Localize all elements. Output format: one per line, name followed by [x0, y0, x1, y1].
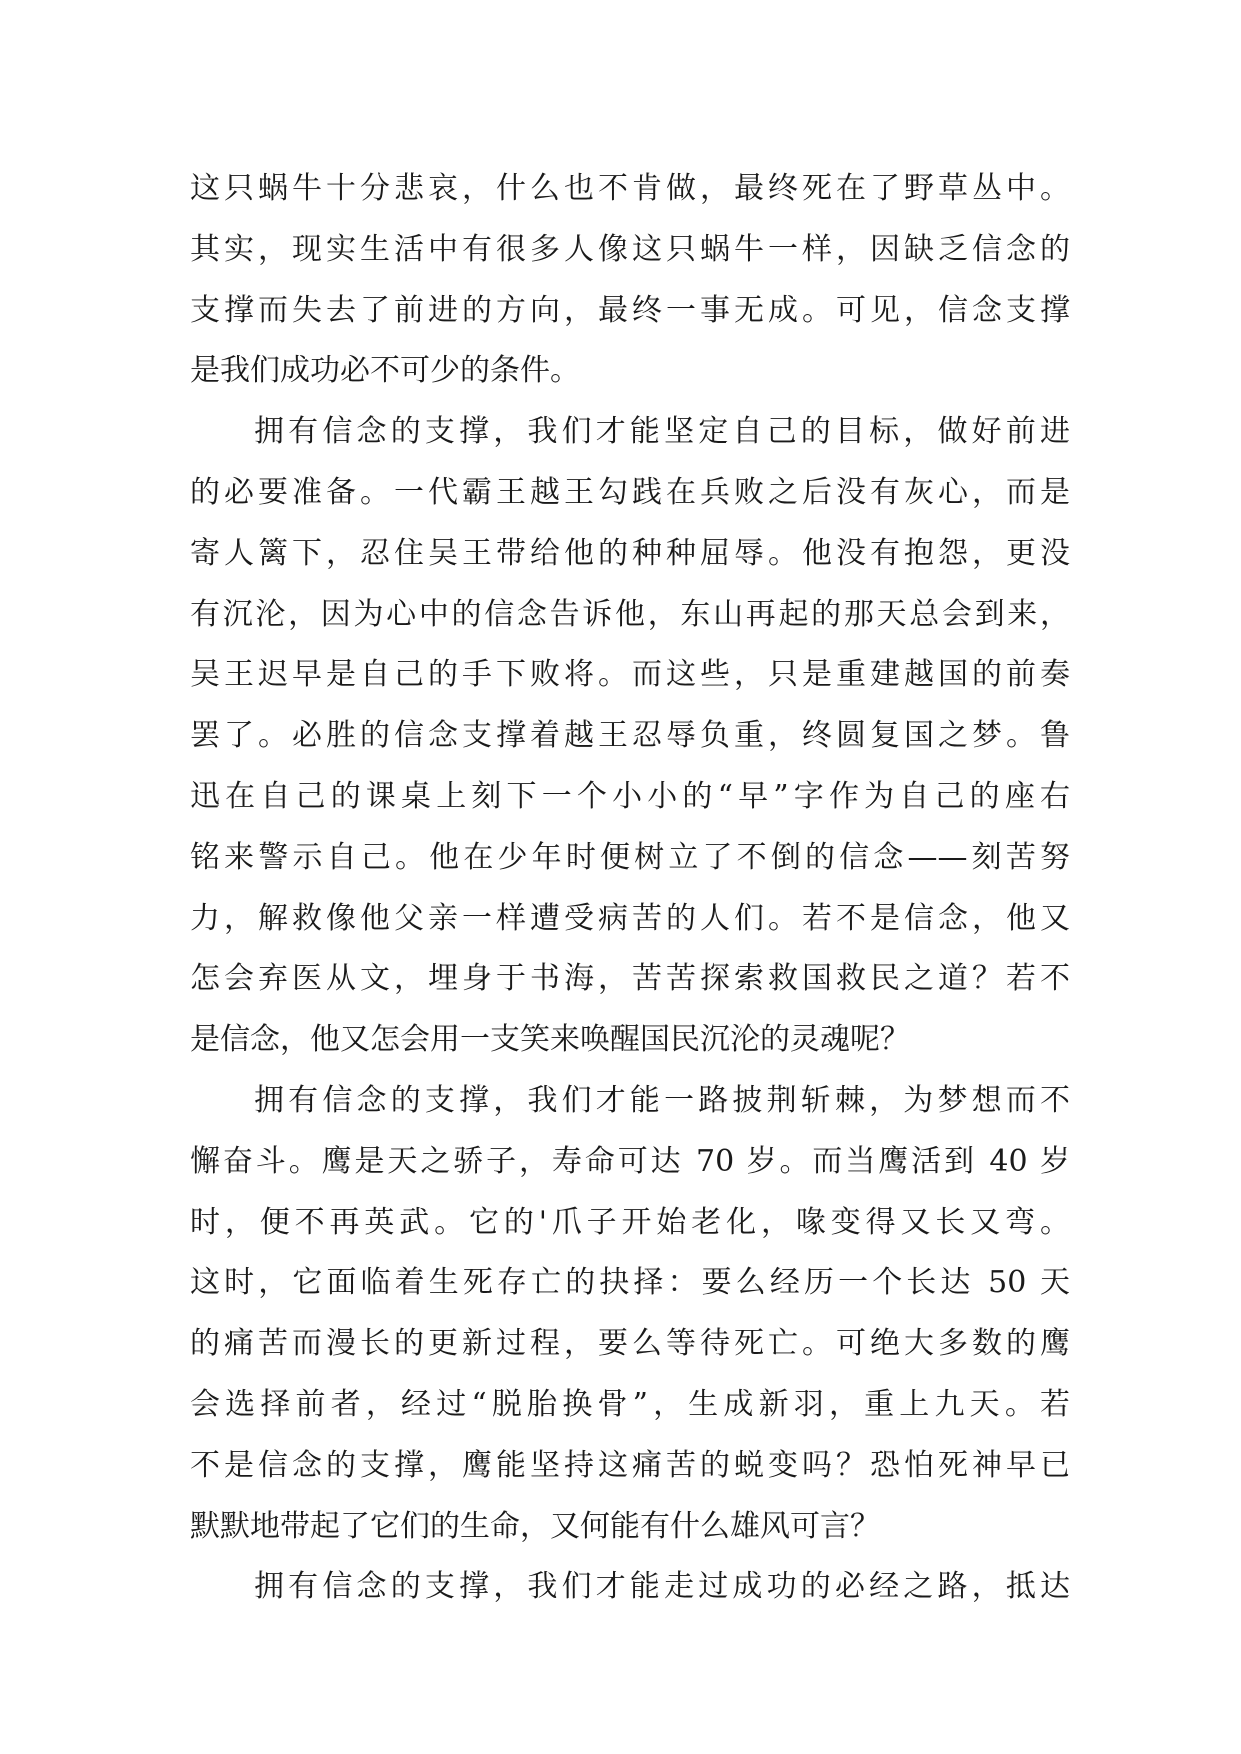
- text-line: 是我们成功必不可少的条件。: [190, 353, 580, 389]
- text-line: 吴王迟早是自己的手下败将。而这些，只是重建越国的前奏: [190, 657, 1070, 693]
- text-line: 不是信念的支撑，鹰能坚持这痛苦的蜕变吗？恐怕死神早已: [190, 1447, 1070, 1483]
- text-line: 的痛苦而漫长的更新过程，要么等待死亡。可绝大多数的鹰: [190, 1326, 1070, 1362]
- text-line: 铭来警示自己。他在少年时便树立了不倒的信念——刻苦努: [190, 839, 1070, 875]
- text-line: 是信念，他又怎会用一支笑来唤醒国民沉沦的灵魂呢？: [190, 1022, 910, 1058]
- paragraph-first-line: 拥有信念的支撑，我们才能一路披荆斩棘，为梦想而不: [254, 1082, 1070, 1118]
- text-line: 的必要准备。一代霸王越王勾践在兵败之后没有灰心，而是: [190, 474, 1070, 510]
- text-line: 寄人篱下，忍住吴王带给他的种种屈辱。他没有抱怨，更没: [190, 535, 1070, 571]
- text-line: 有沉沦，因为心中的信念告诉他，东山再起的那天总会到来，: [190, 596, 1070, 632]
- text-line: 这只蜗牛十分悲哀，什么也不肯做，最终死在了野草丛中。: [190, 171, 1070, 206]
- text-line: 时，便不再英武。它的'爪子开始老化，喙变得又长又弯。: [190, 1204, 1070, 1240]
- document-body: [190, 159, 1070, 1618]
- text-line: 会选择前者，经过“脱胎换骨”，生成新羽，重上九天。若: [190, 1386, 1070, 1422]
- text-line: 迅在自己的课桌上刻下一个小小的“早”字作为自己的座右: [190, 778, 1070, 814]
- text-line: 怎会弃医从文，埋身于书海，苦苦探索救国救民之道？若不: [190, 961, 1070, 997]
- text-line: 懈奋斗。鹰是天之骄子，寿命可达 70 岁。而当鹰活到 40 岁: [190, 1143, 1070, 1179]
- text-line: 支撑而失去了前进的方向，最终一事无成。可见，信念支撑: [190, 292, 1070, 328]
- paragraph-first-line: 拥有信念的支撑，我们才能坚定自己的目标，做好前进: [254, 414, 1070, 450]
- text-line: 其实，现实生活中有很多人像这只蜗牛一样，因缺乏信念的: [190, 231, 1070, 267]
- text-line: 罢了。必胜的信念支撑着越王忍辱负重，终圆复国之梦。鲁: [190, 718, 1070, 754]
- text-line: 默默地带起了它们的生命，又何能有什么雄风可言？: [190, 1508, 880, 1544]
- text-line: 力，解救像他父亲一样遭受病苦的人们。若不是信念，他又: [190, 900, 1070, 936]
- text-line: 这时，它面临着生死存亡的抉择：要么经历一个长达 50 天: [190, 1265, 1070, 1301]
- paragraph-first-line: 拥有信念的支撑，我们才能走过成功的必经之路，抵达: [254, 1569, 1070, 1605]
